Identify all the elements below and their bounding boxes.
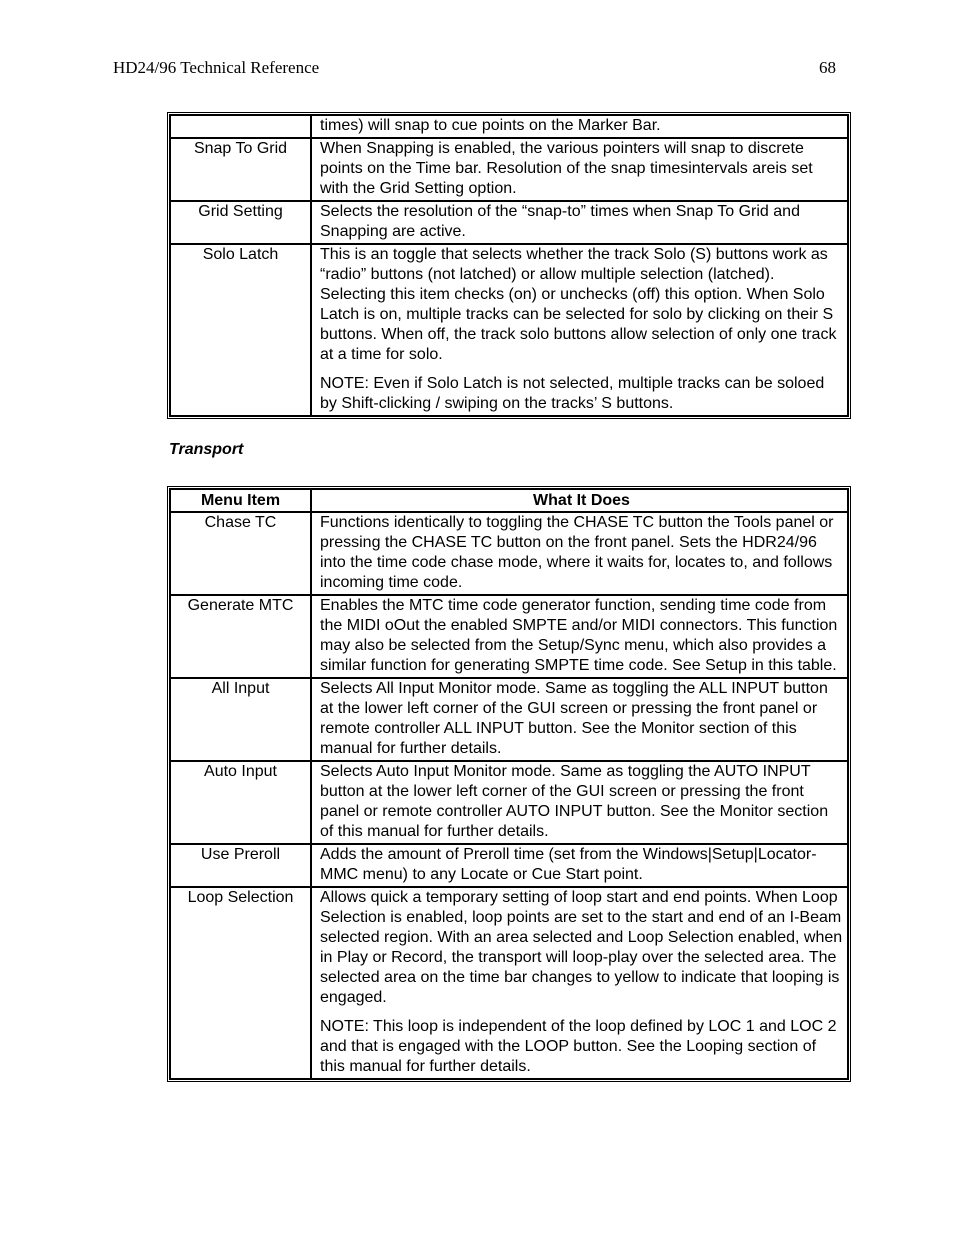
menu-item-description: This is an toggle that selects whether the track Solo (S) buttons work as “radio” buttons (not latched) or allow multiple selection (latched). Selecting this item checks (on) or unchecks (off) this option. When Solo Latch is on, multiple tracks can be selected for solo by clicking on their S buttons. When off, the track solo buttons allow selection of only one track at a time for solo. <box>320 246 837 363</box>
transport-menu-table <box>167 486 851 1082</box>
menu-item-description-cell <box>311 115 848 138</box>
menu-item-name: Auto Input <box>170 761 311 844</box>
menu-items-table-continued <box>167 112 851 419</box>
menu-item-description: Selects the resolution of the “snap-to” times when Snap To Grid and Snapping are active. <box>320 203 800 240</box>
table-head <box>170 489 848 512</box>
menu-item-description: Adds the amount of Preroll time (set from the Windows|Setup|Locator-MMC menu) to any Locate or Cue Start point. <box>320 846 817 883</box>
table-row <box>170 115 848 138</box>
table-row <box>170 761 848 844</box>
menu-item-description-cell <box>311 512 848 595</box>
menu-item-description: Enables the MTC time code generator function, sending time code from the MIDI oOut the enabled SMPTE and/or MIDI connectors. This function may also be selected from the Setup/Sync menu, which also provides a similar function for generating SMPTE time code. See Setup in this table. <box>320 597 838 674</box>
menu-item-name: Chase TC <box>170 512 311 595</box>
menu-item-name: Grid Setting <box>170 201 311 244</box>
menu-item-description-cell <box>311 844 848 887</box>
menu-item-note: NOTE: This loop is independent of the loop defined by LOC 1 and LOC 2 and that is engaged with the LOOP button. See the Looping section of this manual for further details. <box>320 1018 837 1075</box>
menu-item-name: Generate MTC <box>170 595 311 678</box>
menu-item-description: Selects Auto Input Monitor mode. Same as toggling the AUTO INPUT button at the lower left corner of the GUI screen or pressing the front panel or remote controller AUTO INPUT button. See the Monitor section of this manual for further details. <box>320 763 829 840</box>
table-row <box>170 595 848 678</box>
page-header-title: HD24/96 Technical Reference <box>113 58 320 77</box>
column-header-what-it-does: What It Does <box>311 489 848 512</box>
menu-item-description-cell <box>311 761 848 844</box>
menu-item-name <box>170 115 311 138</box>
table-body <box>170 512 848 1079</box>
table-row <box>170 844 848 887</box>
menu-item-description-cell <box>311 201 848 244</box>
menu-item-description: times) will snap to cue points on the Marker Bar. <box>320 117 661 134</box>
menu-item-name: All Input <box>170 678 311 761</box>
table-body <box>170 115 848 416</box>
menu-item-description-cell <box>311 138 848 201</box>
table-row <box>170 887 848 1079</box>
menu-item-description: Functions identically to toggling the CHASE TC button the Tools panel or pressing the CHASE TC button on the front panel. Sets the HDR24/96 into the time code chase mode, where it waits for, locates to, and follows incoming time code. <box>320 514 834 591</box>
menu-item-note: NOTE: Even if Solo Latch is not selected, multiple tracks can be soloed by Shift-clicking / swiping on the tracks’ S buttons. <box>320 375 825 412</box>
menu-item-name: Loop Selection <box>170 887 311 1079</box>
menu-item-description: Allows quick a temporary setting of loop start and end points. When Loop Selection is enabled, loop points are set to the start and end of an I-Beam selected region. With an area selected and Loop Selection enabled, when in Play or Record, the transport will loop-play over the selected area. The selected area on the time bar changes to yellow to indicate that looping is engaged. <box>320 889 843 1006</box>
table-row <box>170 678 848 761</box>
table-header-row <box>170 489 848 512</box>
menu-item-description-cell <box>311 678 848 761</box>
table-row <box>170 512 848 595</box>
table-row <box>170 244 848 416</box>
menu-item-description: Selects All Input Monitor mode. Same as toggling the ALL INPUT button at the lower left corner of the GUI screen or pressing the front panel or remote controller ALL INPUT button. See the Monitor section of this manual for further details. <box>320 680 828 757</box>
menu-item-description-cell <box>311 244 848 416</box>
menu-item-name: Solo Latch <box>170 244 311 416</box>
menu-item-description-cell <box>311 887 848 1079</box>
menu-item-name: Snap To Grid <box>170 138 311 201</box>
page-number: 68 <box>819 58 836 77</box>
menu-item-name: Use Preroll <box>170 844 311 887</box>
column-header-menu-item: Menu Item <box>170 489 311 512</box>
menu-item-description: When Snapping is enabled, the various pointers will snap to discrete points on the Time bar. Resolution of the snap timesintervals areis set with the Grid Setting option. <box>320 140 813 197</box>
section-title-transport: Transport <box>169 441 244 458</box>
menu-item-description-cell <box>311 595 848 678</box>
table-row <box>170 138 848 201</box>
table-row <box>170 201 848 244</box>
